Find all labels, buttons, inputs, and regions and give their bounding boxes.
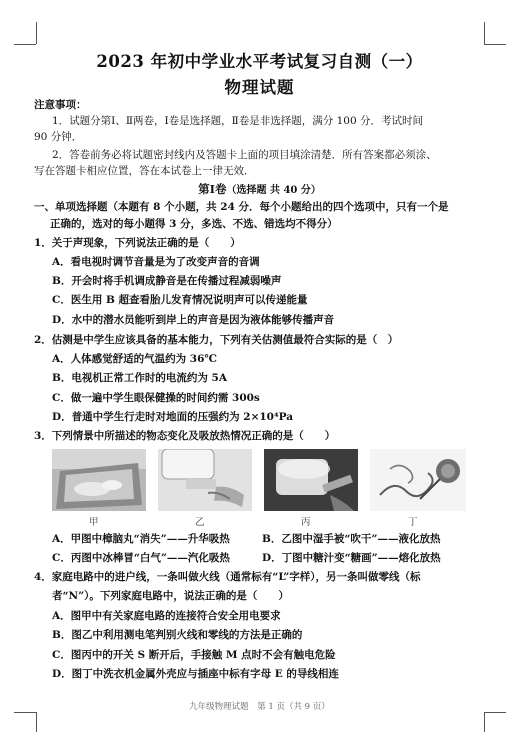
question-4-option-d: D．图丁中洗衣机金属外壳应与插座中标有字母 E 的导线相连 xyxy=(52,668,339,680)
photo-ding-sugar-painting xyxy=(370,449,466,511)
section-title: 第Ⅰ卷 xyxy=(198,182,227,196)
question-4-option-b: B．图乙中利用测电笔判别火线和零线的方法是正确的 xyxy=(52,629,303,641)
crop-mark-bottom-left-v xyxy=(36,712,37,732)
question-2-option-d: D．普通中学生行走时对地面的压强约为 2×10⁴Pa xyxy=(52,411,293,423)
question-3-photo-strip xyxy=(52,449,466,515)
crop-mark-bottom-right-v xyxy=(484,712,485,732)
question-3-option-c: C．丙图中冰棒冒“白气”——汽化吸热 xyxy=(52,552,230,564)
photo-jia-mothballs xyxy=(52,449,146,511)
section-heading xyxy=(0,181,519,197)
question-2-stem: 2．估测是中学生应该具备的基本能力，下列有关估测值最符合实际的是（ ） xyxy=(34,334,399,346)
page-footer: 九年级物理试题 第 1 页（共 9 页） xyxy=(189,702,330,712)
question-4-option-c: C．图丙中的开关 S 断开后，手接触 M 点时不会有触电危险 xyxy=(52,649,336,661)
section-subtitle: （选择题 共 40 分） xyxy=(226,185,321,196)
note-2-line-2: 写在答题卡相应位置，答在本试卷上一律无效． xyxy=(34,165,255,177)
part1-heading-line-1: 一、单项选择题（本题有 8 个小题，共 24 分．每个小题给出的四个选项中，只有一个是 xyxy=(34,201,449,213)
note-1-line-2: 90 分钟． xyxy=(34,131,83,143)
crop-mark-top-left-v xyxy=(36,22,37,44)
question-4-option-a: A．图甲中有关家庭电路的连接符合安全用电要求 xyxy=(52,610,281,622)
exam-title: 2023 年初中学业水平考试复习自测（一） xyxy=(96,52,423,71)
crop-mark-top-right-v xyxy=(484,22,485,44)
crop-mark-bottom-right-h xyxy=(484,712,506,713)
question-3-option-b: B．乙图中湿手被“吹干”——液化放热 xyxy=(262,533,441,545)
question-4-stem-line-1: 4．家庭电路中的进户线，一条叫做火线（通常标有“L”字样），另一条叫做零线（标 xyxy=(34,571,421,583)
crop-mark-bottom-left-h xyxy=(14,712,36,713)
question-1-option-d: D．水中的潜水员能听到岸上的声音是因为液体能够传播声音 xyxy=(52,314,335,326)
crop-mark-top-right-h xyxy=(484,44,506,45)
notes-label: 注意事项： xyxy=(34,99,87,111)
question-4-stem-line-2: 者“N”）。下列家庭电路中，说法正确的是（ ） xyxy=(52,590,289,602)
photo-caption-ding: 丁 xyxy=(408,517,418,528)
part1-heading-line-2: 正确的，选对的每小题得 3 分，多选、不选、错选均不得分） xyxy=(50,218,338,230)
note-2-line-1: 2．答卷前务必将试题密封线内及答题卡上面的项目填涂清楚．所有答案都必须涂、 xyxy=(52,149,437,161)
question-2-option-c: C．做一遍中学生眼保健操的时间约需 300s xyxy=(52,392,260,404)
photo-bing-ice-cream xyxy=(264,449,358,511)
question-3-option-d: D．丁图中糖汁变“糖画”——熔化放热 xyxy=(262,552,441,564)
question-3-stem: 3．下列情景中所描述的物态变化及吸放热情况正确的是（ ） xyxy=(34,430,336,442)
question-2-option-b: B．电视机正常工作时的电流约为 5A xyxy=(52,372,227,384)
photo-caption-jia: 甲 xyxy=(89,517,99,528)
exam-subject: 物理试题 xyxy=(224,78,295,97)
question-1-option-b: B．开会时将手机调成静音是在传播过程减弱噪声 xyxy=(52,275,282,287)
photo-yi-hand-dryer xyxy=(158,449,252,511)
photo-caption-bing: 丙 xyxy=(301,517,311,528)
question-1-stem: 1．关于声现象，下列说法正确的是（ ） xyxy=(34,237,241,249)
question-1-option-a: A．看电视时调节音量是为了改变声音的音调 xyxy=(52,256,260,268)
question-2-option-a: A．人体感觉舒适的气温约为 36℃ xyxy=(52,353,217,365)
note-1-line-1: 1．试题分第Ⅰ、Ⅱ两卷，Ⅰ卷是选择题，Ⅱ卷是非选择题，满分 100 分．考试时间 xyxy=(52,115,423,127)
photo-caption-yi: 乙 xyxy=(195,517,205,528)
crop-mark-top-left-h xyxy=(14,44,36,45)
question-1-option-c: C．医生用 B 超查看胎儿发育情况说明声可以传递能量 xyxy=(52,294,308,306)
question-3-option-a: A．甲图中樟脑丸“消失”——升华吸热 xyxy=(52,533,230,545)
